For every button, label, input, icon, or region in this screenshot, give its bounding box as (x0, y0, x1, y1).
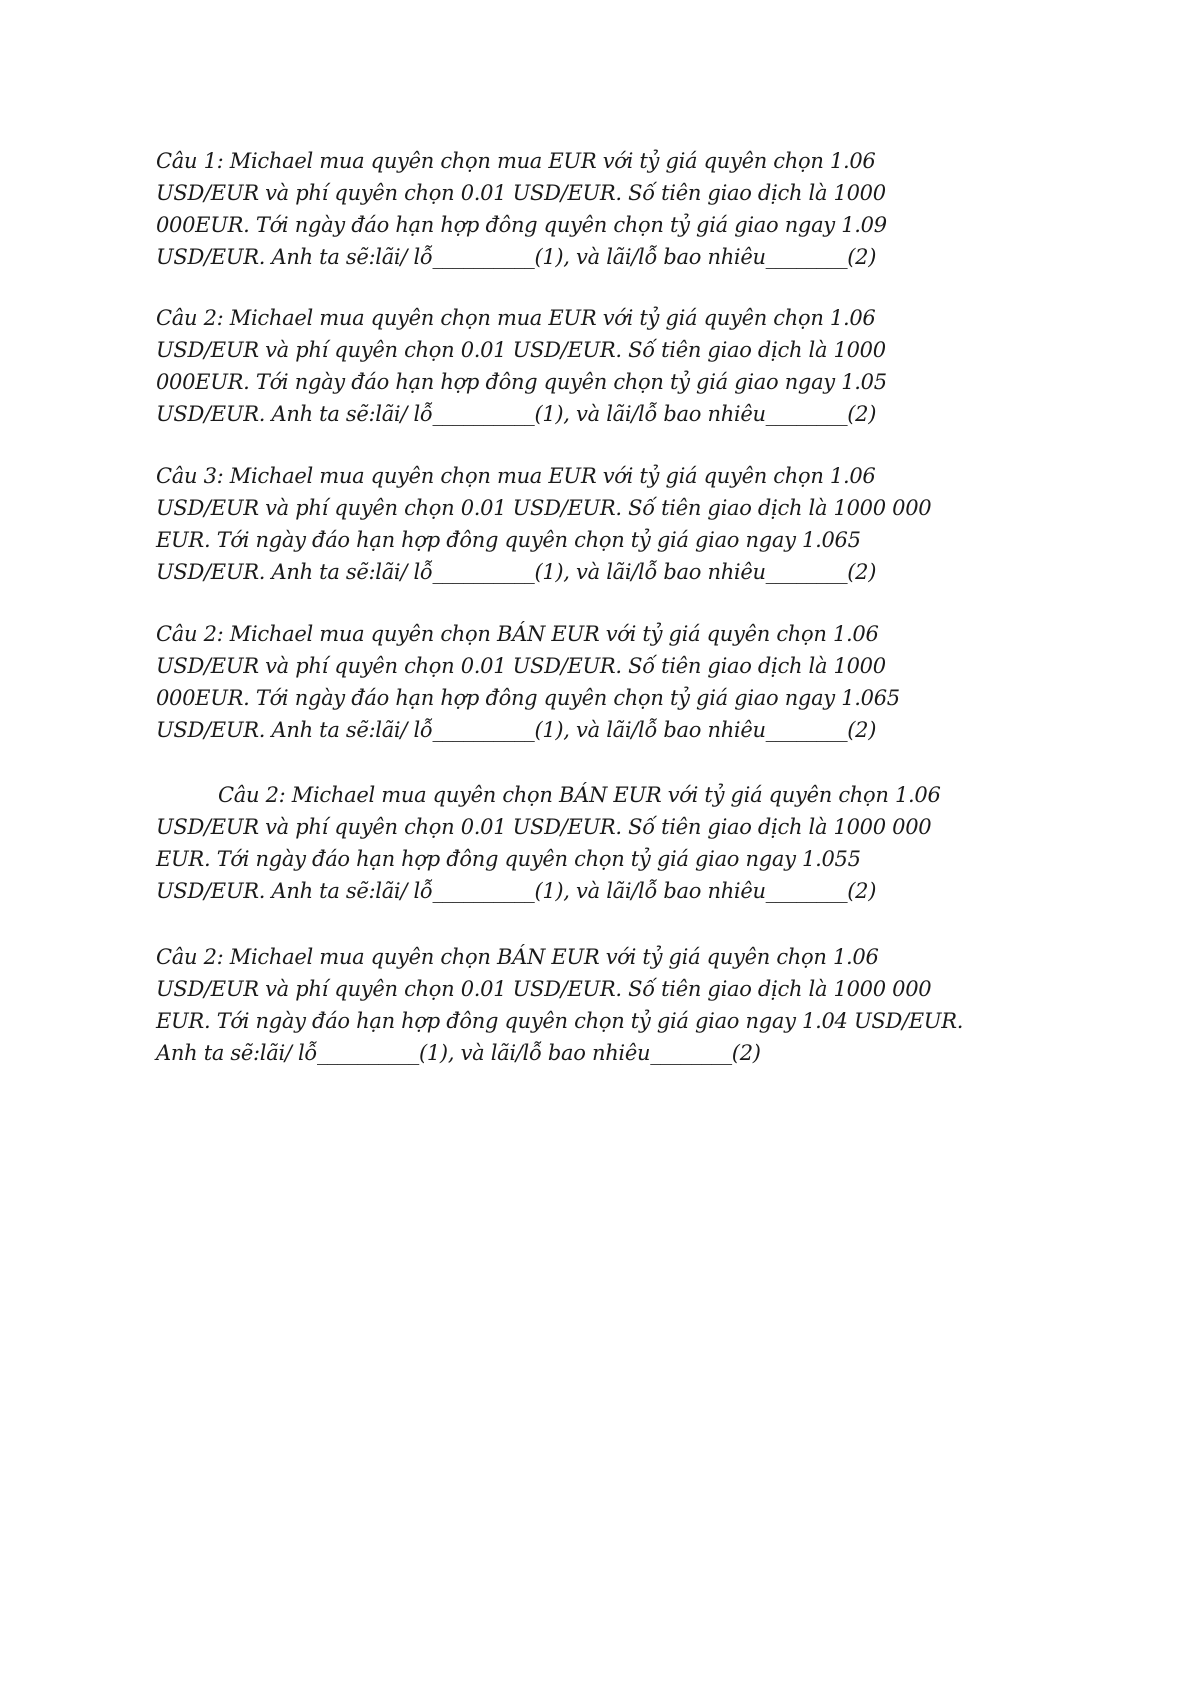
question-line: EUR. Tới ngày đáo hạn hợp đông quyên chọn tỷ giá giao ngay 1.04 USD/EUR. (156, 1009, 964, 1033)
question-line: Câu 2: Michael mua quyên chọn mua EUR với tỷ giá quyên chọn 1.06 (156, 306, 876, 330)
question-line: USD/EUR và phí quyên chọn 0.01 USD/EUR. Số tiên giao dịch là 1000 000 (156, 496, 932, 520)
question-line: EUR. Tới ngày đáo hạn hợp đông quyên chọn tỷ giá giao ngay 1.065 (156, 528, 861, 552)
question-line: Câu 1: Michael mua quyên chọn mua EUR với tỷ giá quyên chọn 1.06 (156, 149, 876, 173)
question-6 (156, 941, 1156, 1069)
question-line: 000EUR. Tới ngày đáo hạn hợp đông quyên chọn tỷ giá giao ngay 1.065 (156, 686, 900, 710)
question-3 (156, 460, 1156, 588)
question-line: USD/EUR. Anh ta sẽ:lãi/ lỗ__________(1), và lãi/lỗ bao nhiêu________(2) (156, 718, 877, 742)
question-line: USD/EUR và phí quyên chọn 0.01 USD/EUR. Số tiên giao dịch là 1000 (156, 654, 886, 678)
question-line: USD/EUR và phí quyên chọn 0.01 USD/EUR. Số tiên giao dịch là 1000 (156, 181, 886, 205)
question-line: EUR. Tới ngày đáo hạn hợp đông quyên chọn tỷ giá giao ngay 1.055 (156, 847, 861, 871)
question-2 (156, 302, 1156, 430)
question-line: USD/EUR. Anh ta sẽ:lãi/ lỗ__________(1), và lãi/lỗ bao nhiêu________(2) (156, 560, 877, 584)
question-line: USD/EUR và phí quyên chọn 0.01 USD/EUR. Số tiên giao dịch là 1000 (156, 338, 886, 362)
question-line: 000EUR. Tới ngày đáo hạn hợp đông quyên chọn tỷ giá giao ngay 1.05 (156, 370, 887, 394)
question-line: Câu 3: Michael mua quyên chọn mua EUR với tỷ giá quyên chọn 1.06 (156, 464, 876, 488)
question-line: USD/EUR. Anh ta sẽ:lãi/ lỗ__________(1), và lãi/lỗ bao nhiêu________(2) (156, 245, 877, 269)
question-1 (156, 145, 1156, 273)
question-line: 000EUR. Tới ngày đáo hạn hợp đông quyên chọn tỷ giá giao ngay 1.09 (156, 213, 887, 237)
question-line: USD/EUR và phí quyên chọn 0.01 USD/EUR. Số tiên giao dịch là 1000 000 (156, 977, 932, 1001)
question-5 (156, 779, 1156, 907)
question-4 (156, 618, 1156, 746)
question-line: Câu 2: Michael mua quyên chọn BÁN EUR với tỷ giá quyên chọn 1.06 (156, 622, 879, 646)
question-line: Anh ta sẽ:lãi/ lỗ__________(1), và lãi/lỗ bao nhiêu________(2) (156, 1041, 761, 1065)
question-line: Câu 2: Michael mua quyên chọn BÁN EUR với tỷ giá quyên chọn 1.06 (218, 783, 941, 807)
question-line: USD/EUR và phí quyên chọn 0.01 USD/EUR. Số tiên giao dịch là 1000 000 (156, 815, 932, 839)
question-line: USD/EUR. Anh ta sẽ:lãi/ lỗ__________(1), và lãi/lỗ bao nhiêu________(2) (156, 879, 877, 903)
question-line: Câu 2: Michael mua quyên chọn BÁN EUR với tỷ giá quyên chọn 1.06 (156, 945, 879, 969)
question-line: USD/EUR. Anh ta sẽ:lãi/ lỗ__________(1), và lãi/lỗ bao nhiêu________(2) (156, 402, 877, 426)
